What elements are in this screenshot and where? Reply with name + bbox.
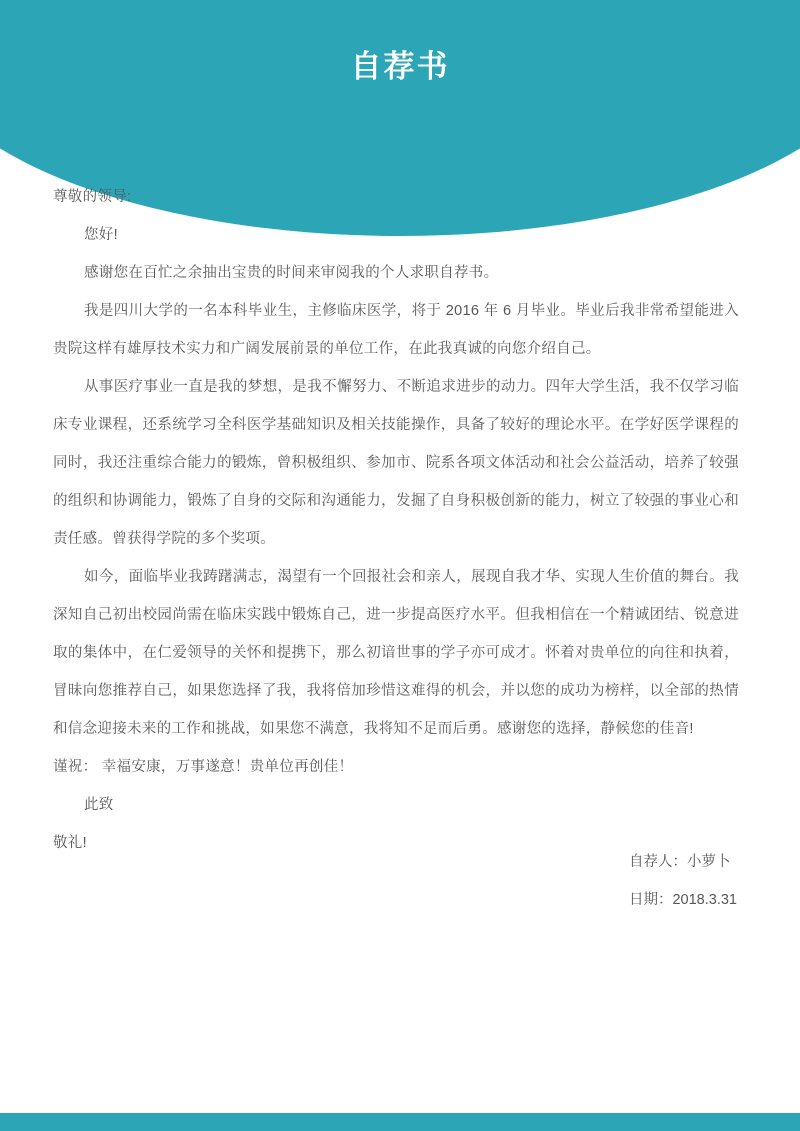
letter-paragraph-4: 如今，面临毕业我踌躇满志，渴望有一个回报社会和亲人，展现自我才华、实现人生价值的舞台。我深知自己初出校园尚需在临床实践中锻炼自己，进一步提高医疗水平。但我相信在一个精诚团结、锐意进取的集体中，在仁爱领导的关怀和提携下，那么初谙世事的学子亦可成才。怀着对贵单位的向往和执着，冒昧向您推荐自己，如果您选择了我，我将倍加珍惜这难得的机会，并以您的成功为榜样，以全部的热情和信念迎接未来的工作和挑战，如果您不满意，我将知不足而后勇。感谢您的选择，静候您的佳音! — [53, 569, 739, 737]
letter-salutation: 尊敬的领导: — [53, 189, 132, 205]
footer-bar — [0, 1113, 800, 1131]
letter-greeting: 您好! — [84, 227, 118, 243]
letter-body — [53, 178, 739, 862]
letter-paragraph-3: 从事医疗事业一直是我的梦想，是我不懈努力、不断追求进步的动力。四年大学生活，我不仅学习临床专业课程，还系统学习全科医学基础知识及相关技能操作，具备了较好的理论水平。在学好医学课程的同时，我还注重综合能力的锻炼，曾积极组织、参加市、院系各项文体活动和社会公益活动，培养了较强的组织和协调能力，锻炼了自身的交际和沟通能力，发掘了自身积极创新的能力，树立了较强的事业心和责任感。曾获得学院的多个奖项。 — [53, 379, 739, 547]
signature-author: 自荐人：小萝卜 — [628, 854, 731, 870]
signature-date: 日期：2018.3.31 — [628, 892, 737, 908]
letter-paragraph-1: 感谢您在百忙之余抽出宝贵的时间来审阅我的个人求职自荐书。 — [84, 265, 499, 281]
signature-block — [629, 843, 737, 919]
letter-closing-wish: 谨祝： 幸福安康，万事遂意！贵单位再创佳！ — [53, 759, 354, 775]
letter-closing-cizhi: 此致 — [84, 797, 114, 813]
page-title: 自荐书 — [350, 49, 450, 84]
letter-paragraph-2: 我是四川大学的一名本科毕业生，主修临床医学，将于 2016 年 6 月毕业。毕业后我非常希望能进入贵院这样有雄厚技术实力和广阔发展前景的单位工作，在此我真诚的向您介绍自己。 — [53, 303, 739, 357]
letter-closing-jingli: 敬礼! — [53, 835, 87, 851]
